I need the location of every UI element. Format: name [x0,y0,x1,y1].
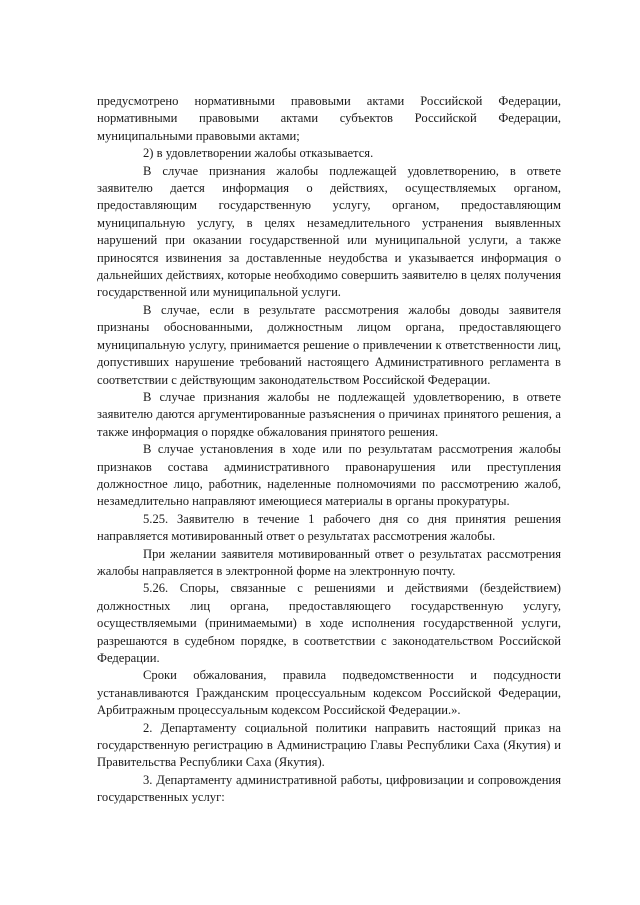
paragraph: В случае признания жалобы подлежащей удовлетворению, в ответе заявителю дается информация о действиях, осуществляемых органом, предоставляющим государственную услугу, органом, предоставляющим муниципальную услугу, в целях незамедлительного устранения выявленных нарушений при оказании государственной или муниципальной услуги, а также приносятся извинения за доставленные неудобства и указывается информация о дальнейших действиях, которые необходимо совершить заявителю в целях получения государственной или муниципальной услуги. [97,163,561,300]
paragraph: Сроки обжалования, правила подведомственности и подсудности устанавливаются Гражданским процессуальным кодексом Российской Федерации, Арбитражным процессуальным кодексом Российской Федерации.». [97,668,561,718]
paragraph: 5.26. Споры, связанные с решениями и действиями (бездействием) должностных лиц органа, предоставляющего государственную услугу, осуществляемыми (принимаемыми) в ходе исполнения государственной услуги, разрешаются в судебном порядке, в соответствии с законодательством Российской Федерации. [97,581,561,665]
paragraph: В случае установления в ходе или по результатам рассмотрения жалобы признаков состава административного правонарушения или преступления должностное лицо, работник, наделенные полномочиями по рассмотрению жалоб, незамедлительно направляют имеющиеся материалы в органы прокуратуры. [97,442,561,509]
document-body [97,93,561,807]
paragraph: 2. Департаменту социальной политики направить настоящий приказ на государственную регистрацию в Администрацию Главы Республики Саха (Якутия) и Правительства Республики Саха (Якутия). [97,720,561,770]
paragraph: В случае признания жалобы не подлежащей удовлетворению, в ответе заявителю даются аргументированные разъяснения о причинах принятого решения, а также информация о порядке обжалования принятого решения. [97,389,561,439]
paragraph: При желании заявителя мотивированный ответ о результатах рассмотрения жалобы направляется в электронной форме на электронную почту. [97,546,561,578]
paragraph: 5.25. Заявителю в течение 1 рабочего дня со дня принятия решения направляется мотивированный ответ о результатах рассмотрения жалобы. [97,511,561,544]
paragraph: 3. Департаменту административной работы, цифровизации и сопровождения государственных услуг: [97,772,561,805]
paragraph: предусмотрено нормативными правовыми актами Российской Федерации, нормативными правовыми актами субъектов Российской Федерации, муниципальными правовыми актами; [97,94,561,143]
paragraph: 2) в удовлетворении жалобы отказывается. [143,146,374,161]
paragraph: В случае, если в результате рассмотрения жалобы доводы заявителя признаны обоснованными, должностным лицом органа, предоставляющего муниципальную услугу, принимается решение о привлечении к ответственности лиц, допустивших нарушение требований настоящего Административного регламента в соответствии с действующим законодательством Российской Федерации. [97,302,561,387]
